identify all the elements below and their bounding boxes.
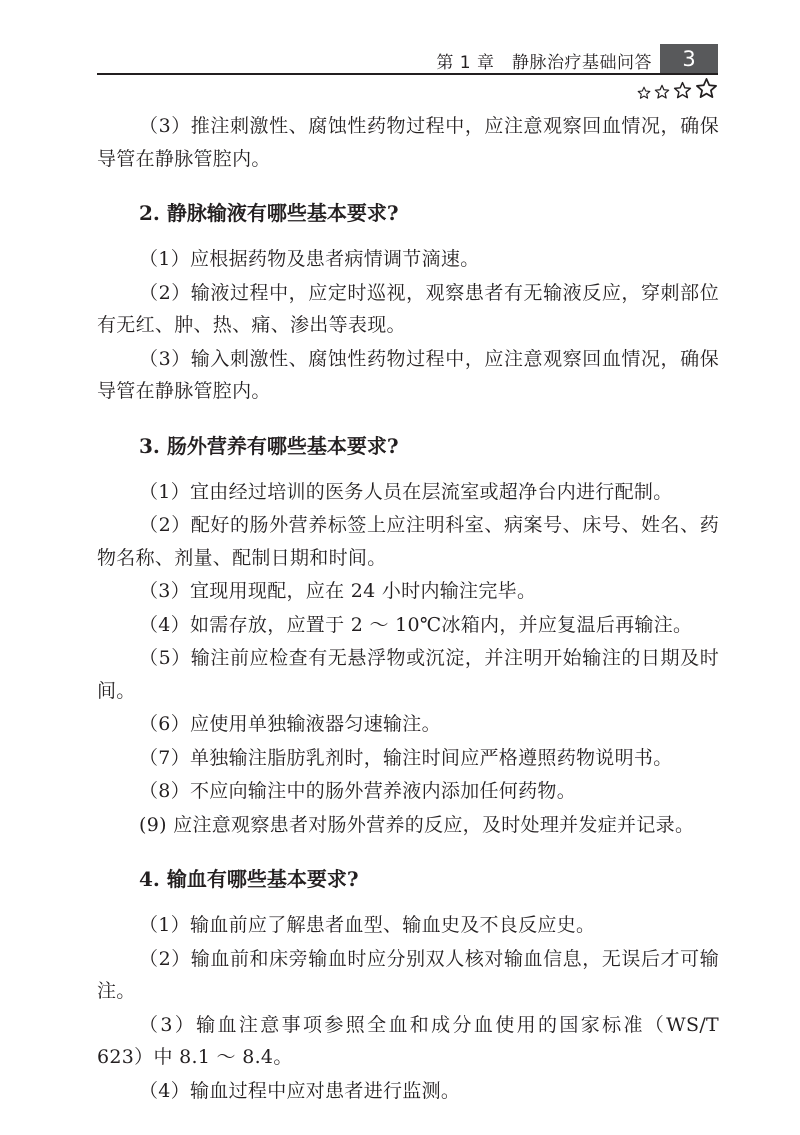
list-item: （2）配好的肠外营养标签上应注明科室、病案号、床号、姓名、药物名称、剂量、配制日期和时间。 [97,514,719,569]
list-item: （1）应根据药物及患者病情调节滴速。 [139,248,480,270]
star-icon [673,81,692,100]
list-item: （4）输血过程中应对患者进行监测。 [139,1079,461,1102]
star-icon [695,77,718,100]
list-item: （8）不应向输注中的肠外营养液内添加任何药物。 [139,780,576,802]
list-item: （2）输液过程中，应定时巡视，观察患者有无输液反应，穿刺部位有无红、肿、热、痛、渗出等表现。 [97,281,719,336]
question-heading: 3. 肠外营养有哪些基本要求? [139,433,399,458]
star-icon [637,86,651,100]
running-header [97,44,718,76]
list-item: （3）宜现用现配，应在 24 小时内输注完毕。 [139,580,537,602]
header-rule [97,73,718,75]
list-item: （1）宜由经过培训的医务人员在层流室或超净台内进行配制。 [139,480,673,503]
list-item: （4）如需存放，应置于 2 ～ 10℃冰箱内，并应复温后再输注。 [139,613,693,636]
chapter-title: 第 1 章 静脉治疗基础问答 [436,53,652,73]
difficulty-stars [637,78,718,100]
question-heading: 2. 静脉输液有哪些基本要求? [139,201,399,225]
list-item: （7）单独输注脂肪乳剂时，输注时间应严格遵照药物说明书。 [139,746,673,769]
list-item: （5）输注前应检查有无悬浮物或沉淀，并注明开始输注的日期及时间。 [97,647,719,702]
list-item: （6）应使用单独输液器匀速输注。 [139,713,441,735]
page-number: 3 [660,44,718,75]
list-item: （1）输血前应了解患者血型、输血史及不良反应史。 [139,914,596,936]
list-item: （3）推注刺激性、腐蚀性药物过程中，应注意观察回血情况，确保导管在静脉管腔内。 [97,115,719,170]
star-icon [654,84,670,100]
list-item: （3）输血注意事项参照全血和成分血使用的国家标准（WS/T 623）中 8.1 ～ 8.4。 [97,1013,719,1068]
page-body [97,110,719,1107]
list-item: (9) 应注意观察患者对肠外营养的反应，及时处理并发症并记录。 [139,813,695,836]
list-item: （2）输血前和床旁输血时应分别双人核对输血信息，无误后才可输注。 [97,947,719,1002]
question-heading: 4. 输血有哪些基本要求? [139,867,359,891]
list-item: （3）输入刺激性、腐蚀性药物过程中，应注意观察回血情况，确保导管在静脉管腔内。 [97,347,719,402]
